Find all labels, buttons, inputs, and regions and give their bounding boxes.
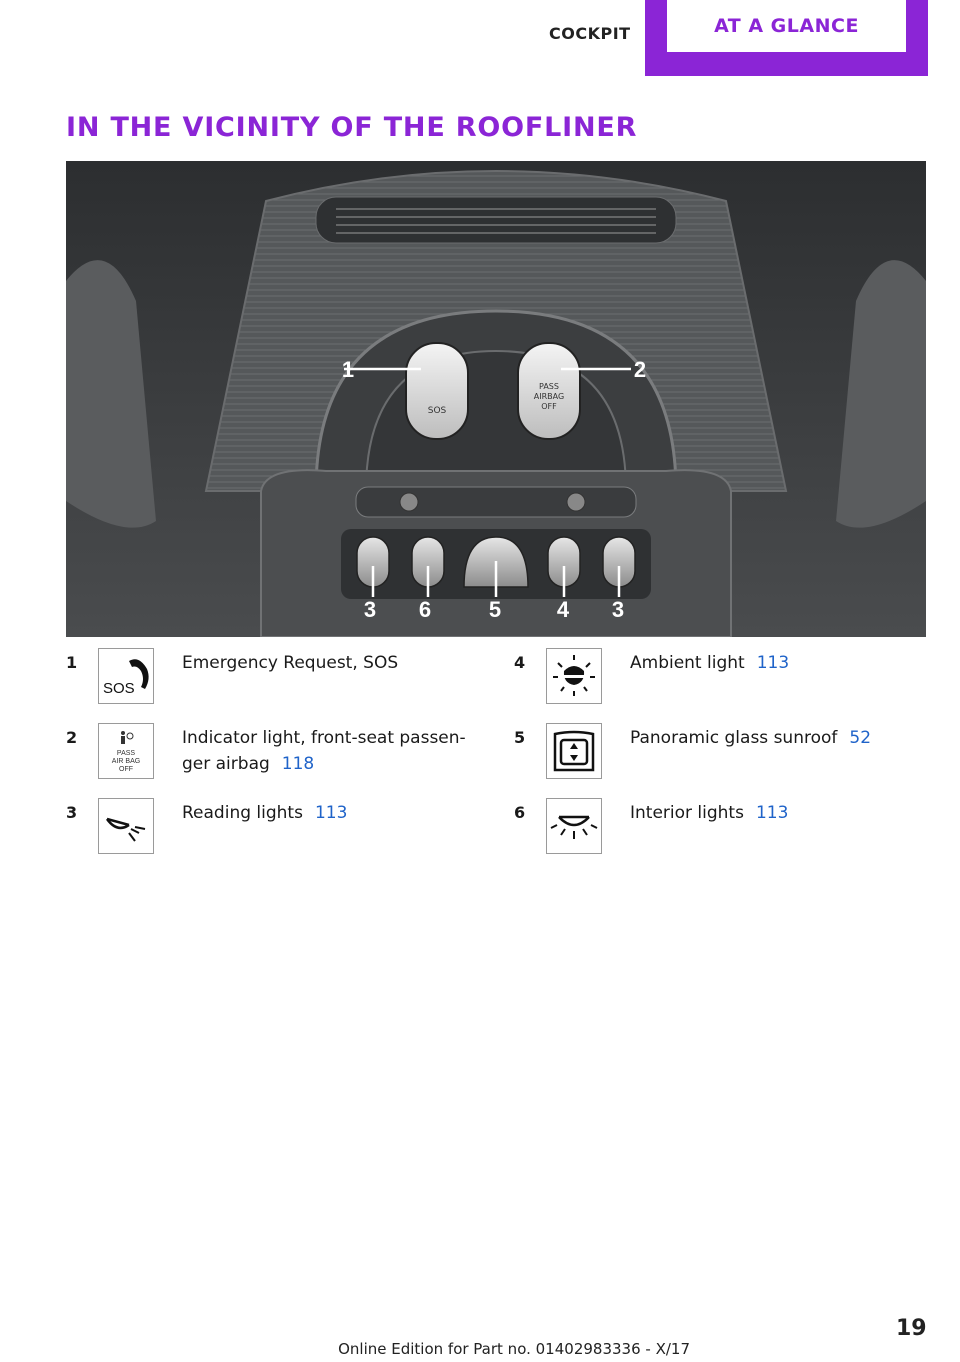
legend-item-4 [514,645,926,707]
roofliner-photo [66,161,926,637]
legend-number: 1 [66,653,78,672]
page-title: IN THE VICINITY OF THE ROOFLINER [66,112,638,143]
page-ref-link[interactable]: 113 [314,803,348,823]
legend-item-5 [514,720,926,782]
callout-1: 1 [341,357,355,382]
callout-5: 5 [488,597,502,622]
legend-number: 5 [514,728,526,747]
callout-3-left: 3 [363,597,377,622]
page-ref-link[interactable]: 52 [849,728,872,748]
callout-2: 2 [633,357,647,382]
interior-light-icon [546,798,602,854]
callout-4: 4 [556,597,570,622]
legend-item-6 [514,795,926,857]
legend-item-3 [66,795,496,857]
legend-number: 3 [66,803,78,822]
sunroof-icon [546,723,602,779]
legend-text: Indicator light, front-seat passen-ger airbag [182,728,466,774]
page-ref-link[interactable]: 113 [755,803,789,823]
legend-item-1 [66,645,496,707]
legend-text: Ambient light [630,653,745,673]
tab-at-a-glance-label: AT A GLANCE [714,15,859,37]
page-ref-link[interactable]: 118 [281,754,315,774]
legend-number: 2 [66,728,78,747]
legend-item-2 [66,720,496,782]
airbag-icon-text-3: OFF [119,766,133,773]
airbag-label-3: OFF [541,402,557,411]
legend-text: Emergency Request, SOS [182,653,399,673]
page-ref-link[interactable]: 113 [756,653,790,673]
footer-edition: Online Edition for Part no. 01402983336 - X/17 [338,1340,690,1358]
reading-light-icon [98,798,154,854]
tab-at-a-glance[interactable] [645,0,928,76]
airbag-off-icon [98,723,154,779]
sos-icon-text: SOS [103,680,135,697]
page-number: 19 [896,1316,927,1341]
legend-text: Panoramic glass sunroof [630,728,838,748]
sos-button-label: SOS [427,406,447,416]
header-tabs [0,0,960,76]
callout-3-right: 3 [611,597,625,622]
legend-text: Reading lights [182,803,303,823]
callout-6: 6 [418,597,432,622]
sos-phone-icon [98,648,154,704]
ambient-light-icon [546,648,602,704]
airbag-label-1: PASS [539,382,559,391]
legend-number: 6 [514,803,526,822]
airbag-label-2: AIRBAG [533,392,565,401]
tab-cockpit[interactable]: COCKPIT [549,24,631,43]
legend-text: Interior lights [630,803,744,823]
airbag-icon-text-1: PASS [116,750,136,757]
airbag-icon-text-2: AIR BAG [111,758,141,765]
legend-number: 4 [514,653,526,672]
